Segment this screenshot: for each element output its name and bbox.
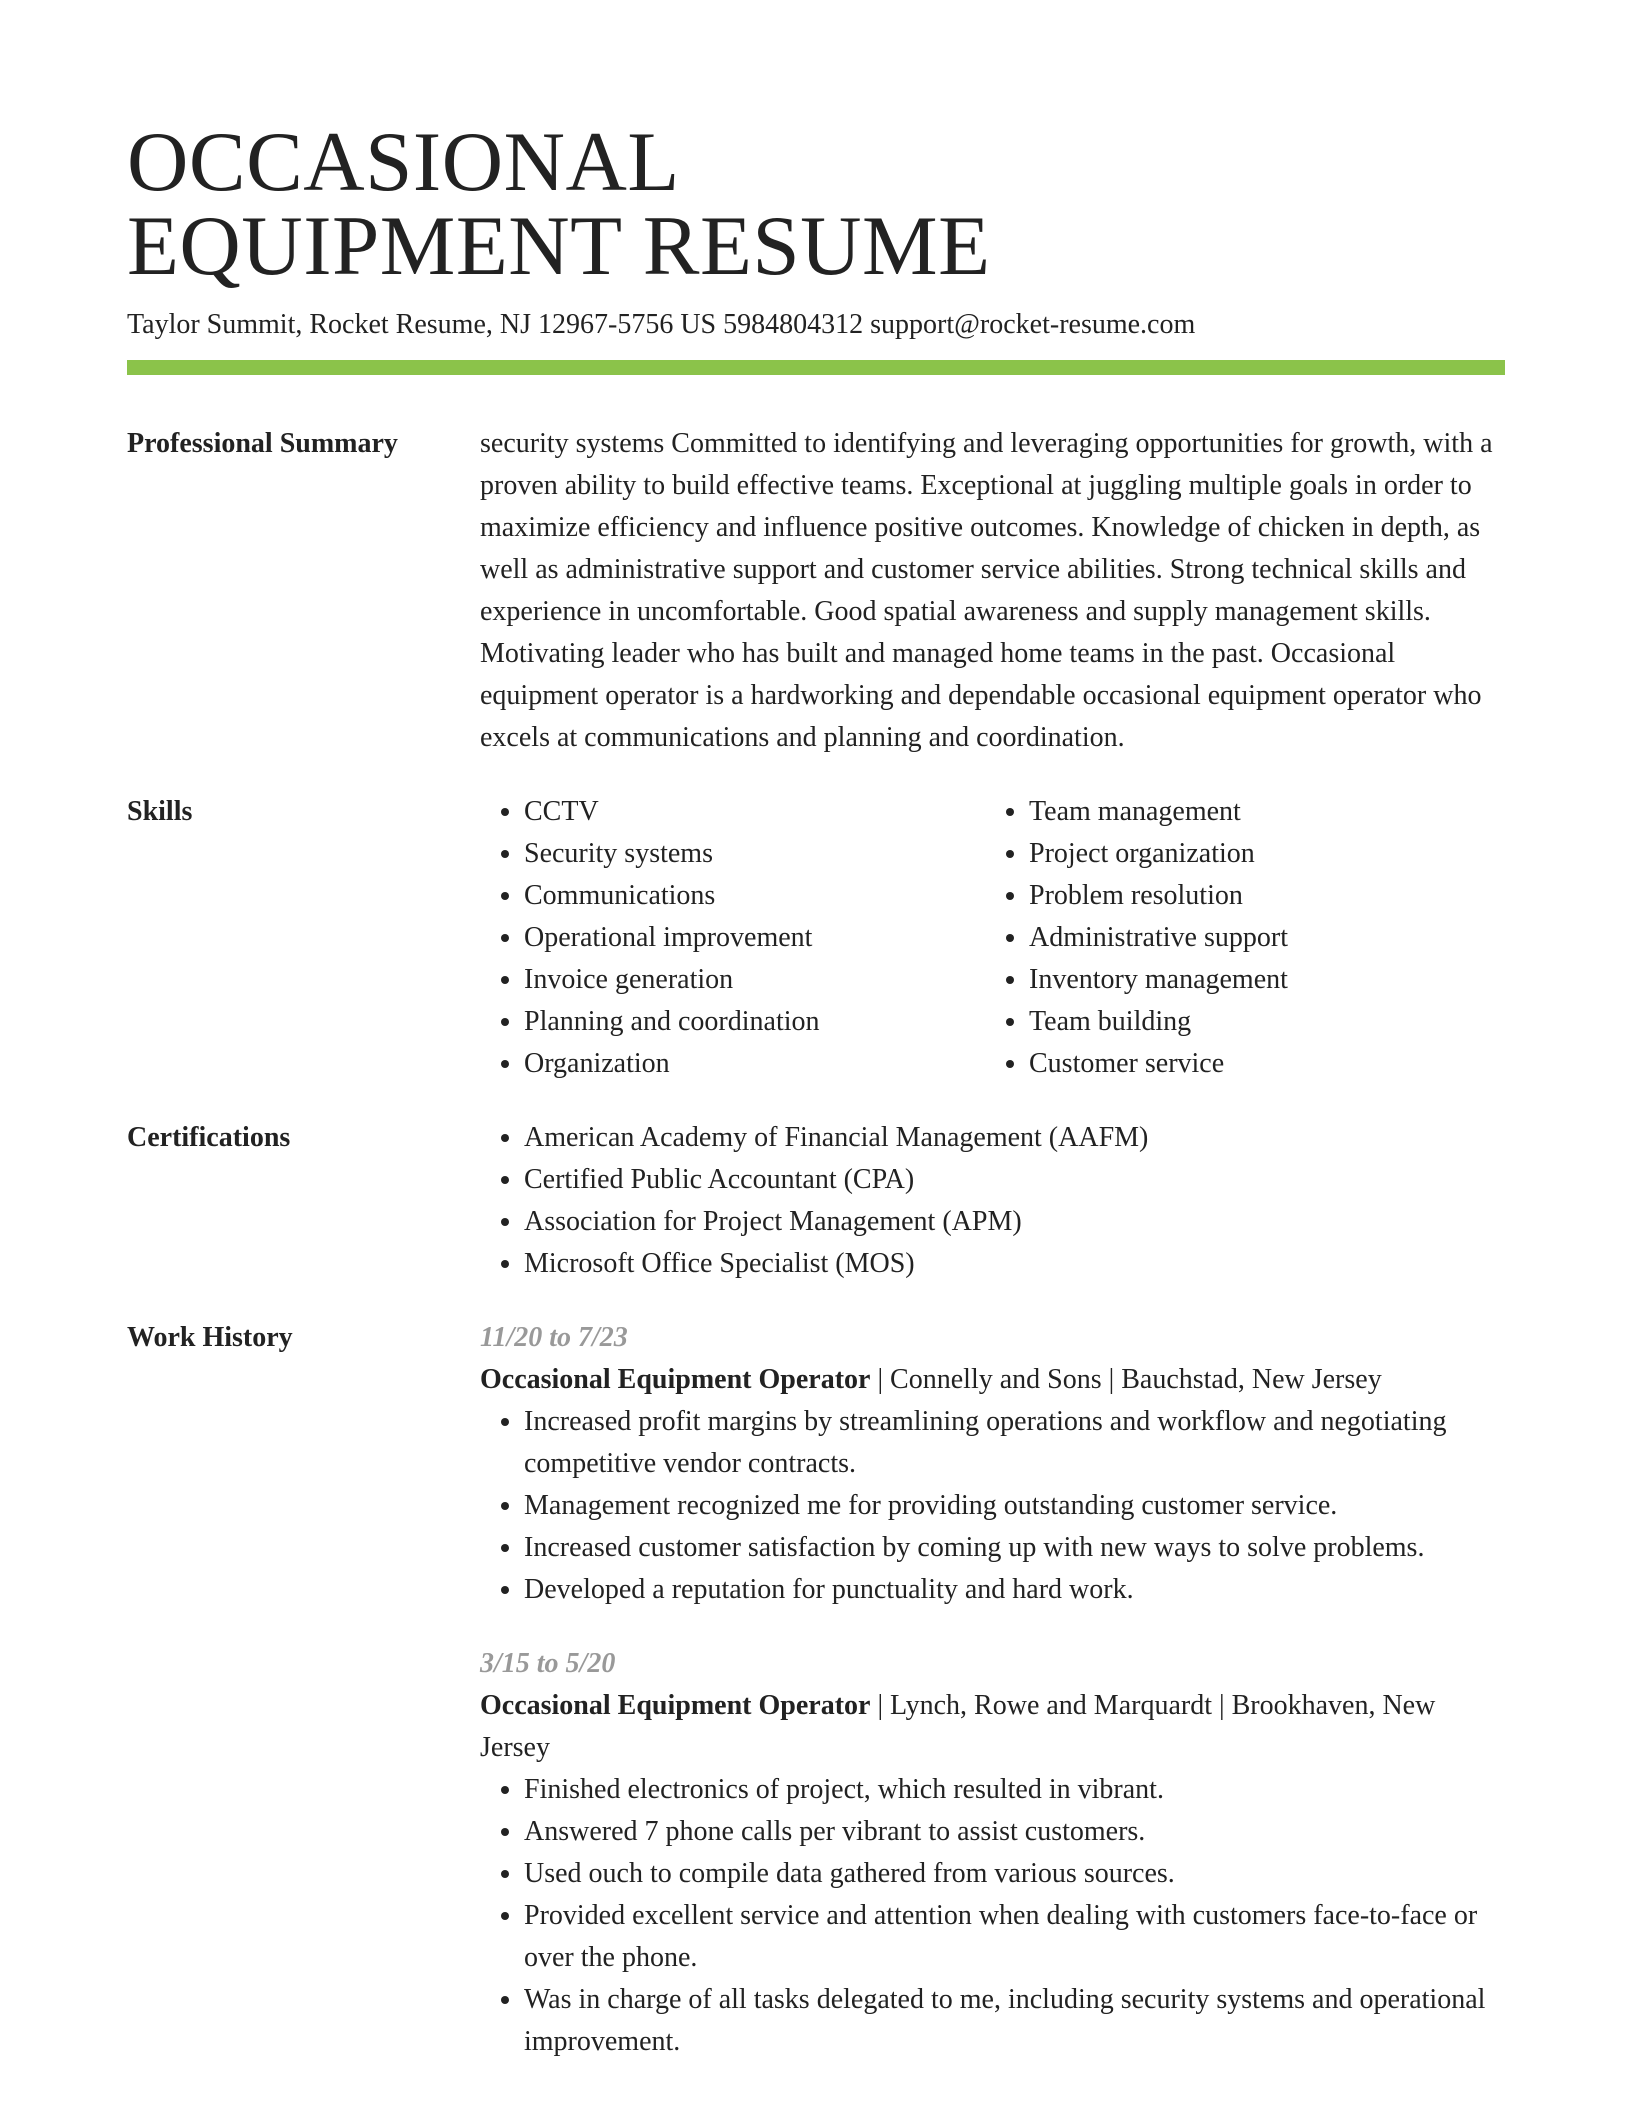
skill-item: • Team management bbox=[1029, 791, 1490, 833]
job-bullet: • Finished electronics of project, which resulted in vibrant. bbox=[524, 1769, 1505, 1811]
job-dates: 3/15 to 5/20 bbox=[480, 1648, 616, 1679]
certification-item: • Certified Public Accountant (CPA) bbox=[524, 1159, 1505, 1201]
job-bullet: • Provided excellent service and attention when dealing with customers face-to-face or over the phone. bbox=[524, 1895, 1505, 1979]
resume-title bbox=[127, 115, 1505, 293]
certification-item: • Microsoft Office Specialist (MOS) bbox=[524, 1243, 1505, 1285]
job-bullets bbox=[480, 1401, 1505, 1611]
job-heading bbox=[480, 1685, 1505, 1769]
certifications-list bbox=[480, 1117, 1505, 1285]
skill-item: • Organization bbox=[524, 1043, 985, 1085]
skill-item: • Communications bbox=[524, 875, 985, 917]
accent-divider bbox=[127, 360, 1505, 375]
contact-info: Taylor Summit, Rocket Resume, NJ 12967-5756 US 5984804312 support@rocket-resume.com bbox=[127, 309, 1196, 340]
skill-item: • Security systems bbox=[524, 833, 985, 875]
job-bullet: • Management recognized me for providing outstanding customer service. bbox=[524, 1485, 1505, 1527]
skills-column-right bbox=[985, 791, 1490, 1085]
job-entry bbox=[480, 1643, 1505, 2063]
job-bullet: • Developed a reputation for punctuality and hard work. bbox=[524, 1569, 1505, 1611]
job-bullet: • Was in charge of all tasks delegated to me, including security systems and operational improvement. bbox=[524, 1979, 1505, 2063]
job-bullet: • Increased customer satisfaction by coming up with new ways to solve problems. bbox=[524, 1527, 1505, 1569]
section-label-skills: Skills bbox=[127, 796, 193, 827]
section-label-summary: Professional Summary bbox=[127, 428, 398, 459]
skill-item: • CCTV bbox=[524, 791, 985, 833]
job-title: Occasional Equipment Operator bbox=[480, 1364, 871, 1395]
professional-summary-section bbox=[127, 423, 1505, 759]
skill-item: • Planning and coordination bbox=[524, 1001, 985, 1043]
section-label-work-history: Work History bbox=[127, 1322, 293, 1353]
skills-section bbox=[127, 791, 1505, 1085]
skill-item: • Operational improvement bbox=[524, 917, 985, 959]
job-bullet: • Answered 7 phone calls per vibrant to assist customers. bbox=[524, 1811, 1505, 1853]
title-line-2: EQUIPMENT RESUME bbox=[127, 199, 991, 293]
job-title: Occasional Equipment Operator bbox=[480, 1690, 871, 1721]
skill-item: • Team building bbox=[1029, 1001, 1490, 1043]
skill-item: • Inventory management bbox=[1029, 959, 1490, 1001]
skills-columns bbox=[480, 791, 1505, 1085]
certification-item: • Association for Project Management (APM) bbox=[524, 1201, 1505, 1243]
certifications-section bbox=[127, 1117, 1505, 1285]
skill-item: • Customer service bbox=[1029, 1043, 1490, 1085]
job-details: | Lynch, Rowe and Marquardt | Brookhaven, New Jersey bbox=[480, 1690, 1436, 1763]
section-label-certifications: Certifications bbox=[127, 1122, 291, 1153]
title-line-1: OCCASIONAL bbox=[127, 115, 680, 209]
skill-item: • Problem resolution bbox=[1029, 875, 1490, 917]
job-entry bbox=[480, 1317, 1505, 1611]
certification-item: • American Academy of Financial Management (AAFM) bbox=[524, 1117, 1505, 1159]
job-bullet: • Used ouch to compile data gathered from various sources. bbox=[524, 1853, 1505, 1895]
work-history-list bbox=[480, 1317, 1505, 2063]
skill-item: • Administrative support bbox=[1029, 917, 1490, 959]
summary-text: security systems Committed to identifying and leveraging opportunities for growth, with a proven ability to build effective teams. Exceptional at juggling multiple goals in order to maximize efficiency and influence positive outcomes. Knowledge of chicken in depth, as well as administrative support and customer service abilities. Strong technical skills and experience in uncomfortable. Good spatial awareness and supply management skills. Motivating leader who has built and managed home teams in the past. Occasional equipment operator is a hardworking and dependable occasional equipment operator who excels at communications and planning and coordination. bbox=[480, 428, 1493, 753]
skills-column-left bbox=[480, 791, 985, 1085]
work-history-section bbox=[127, 1317, 1505, 2063]
resume-page bbox=[127, 115, 1505, 2063]
job-dates: 11/20 to 7/23 bbox=[480, 1322, 628, 1353]
skill-item: • Invoice generation bbox=[524, 959, 985, 1001]
job-bullets bbox=[480, 1769, 1505, 2063]
skill-item: • Project organization bbox=[1029, 833, 1490, 875]
job-bullet: • Increased profit margins by streamlining operations and workflow and negotiating competitive vendor contracts. bbox=[524, 1401, 1505, 1485]
job-details: | Connelly and Sons | Bauchstad, New Jersey bbox=[870, 1364, 1382, 1395]
job-heading bbox=[480, 1359, 1505, 1401]
